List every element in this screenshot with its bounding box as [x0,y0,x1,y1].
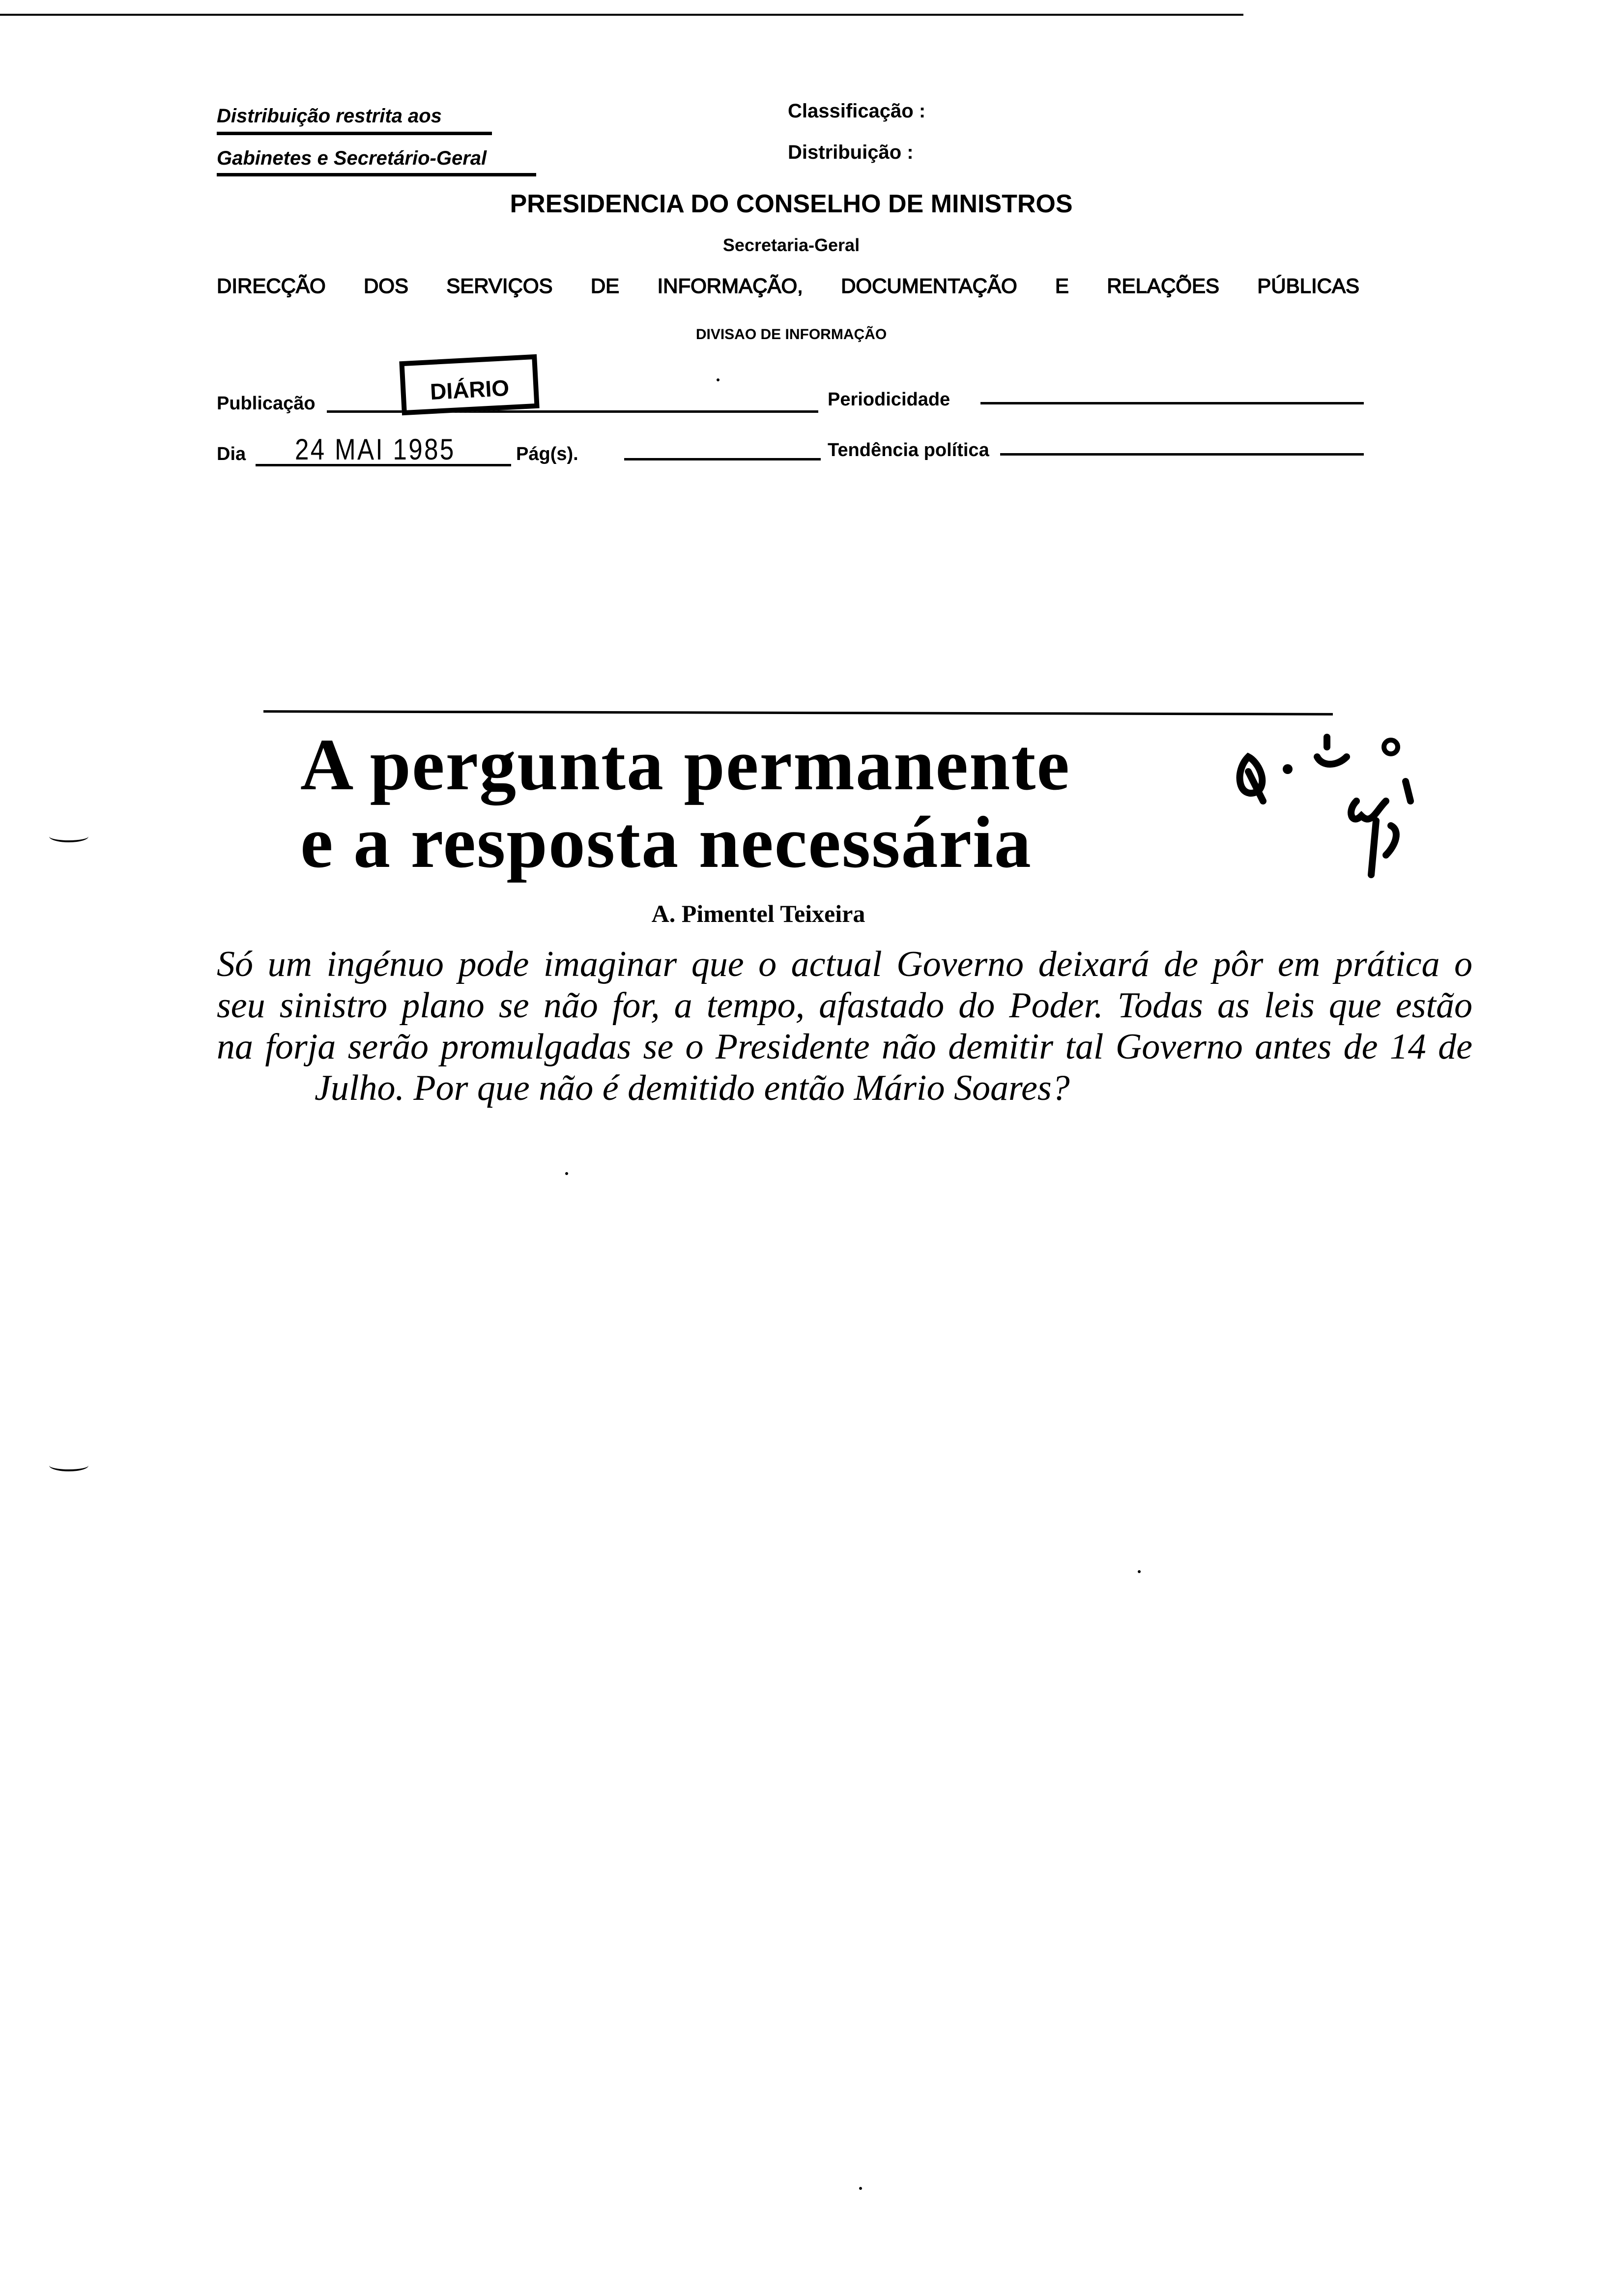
divisao-title: DIVISAO DE INFORMAÇÃO [695,326,887,343]
underline-1 [217,132,492,135]
pags-field-line [624,458,821,460]
dia-date-stamp: 24 MAI 1985 [295,433,456,466]
dia-label: Dia [217,444,246,464]
speck [1138,1570,1141,1573]
direccao-title: DIRECÇÃO DOS SERVIÇOS DE INFORMAÇÃO, DOCUMENTAÇÃO E RELAÇÕES PÚBLICAS [217,274,1359,297]
speck [859,2187,862,2190]
article-body-line-last: Julho. Por que não é demitido então Mário Soares? [315,1068,1070,1108]
article-body-line: Só um ingénuo pode imaginar que o actual Governo deixará de pôr em prática o [217,944,1472,984]
article-author: A. Pimentel Teixeira [651,900,865,927]
secretaria-geral: Secretaria-Geral [722,235,860,255]
periodicidade-field-line [980,402,1364,404]
article-headline-line1: A pergunta permanente [300,724,1070,805]
distribuicao-label: Distribuição : [788,142,914,163]
publicacao-label: Publicação [217,393,316,414]
publicacao-field-line [327,410,818,413]
speck [717,378,720,381]
institution-title: PRESIDENCIA DO CONSELHO DE MINISTROS [510,190,1073,218]
article-top-rule [263,710,1333,716]
article-headline-line2: e a resposta necessária [300,802,1032,883]
classificacao-label: Classificação : [788,100,926,122]
top-edge-rule [0,14,1243,16]
speck [565,1172,568,1175]
tendencia-label: Tendência política [828,440,989,460]
article-body-line: na forja serão promulgadas se o Presidente não demitir tal Governo antes de 14 de [217,1027,1472,1067]
margin-mark [49,1460,88,1471]
handwritten-annotation-icon [1229,727,1435,885]
restricted-distribution-line2: Gabinetes e Secretário-Geral [217,147,487,169]
article-body-line: seu sinistro plano se não for, a tempo, afastado do Poder. Todas as leis que estão [217,985,1472,1026]
tendencia-field-line [1000,453,1364,456]
pags-label: Pág(s). [516,444,578,464]
underline-2 [217,173,536,176]
restricted-distribution-line1: Distribuição restrita aos [217,105,442,127]
margin-mark [49,831,88,842]
periodicidade-label: Periodicidade [828,389,950,410]
publicacao-stamp: DIÁRIO [399,354,539,416]
